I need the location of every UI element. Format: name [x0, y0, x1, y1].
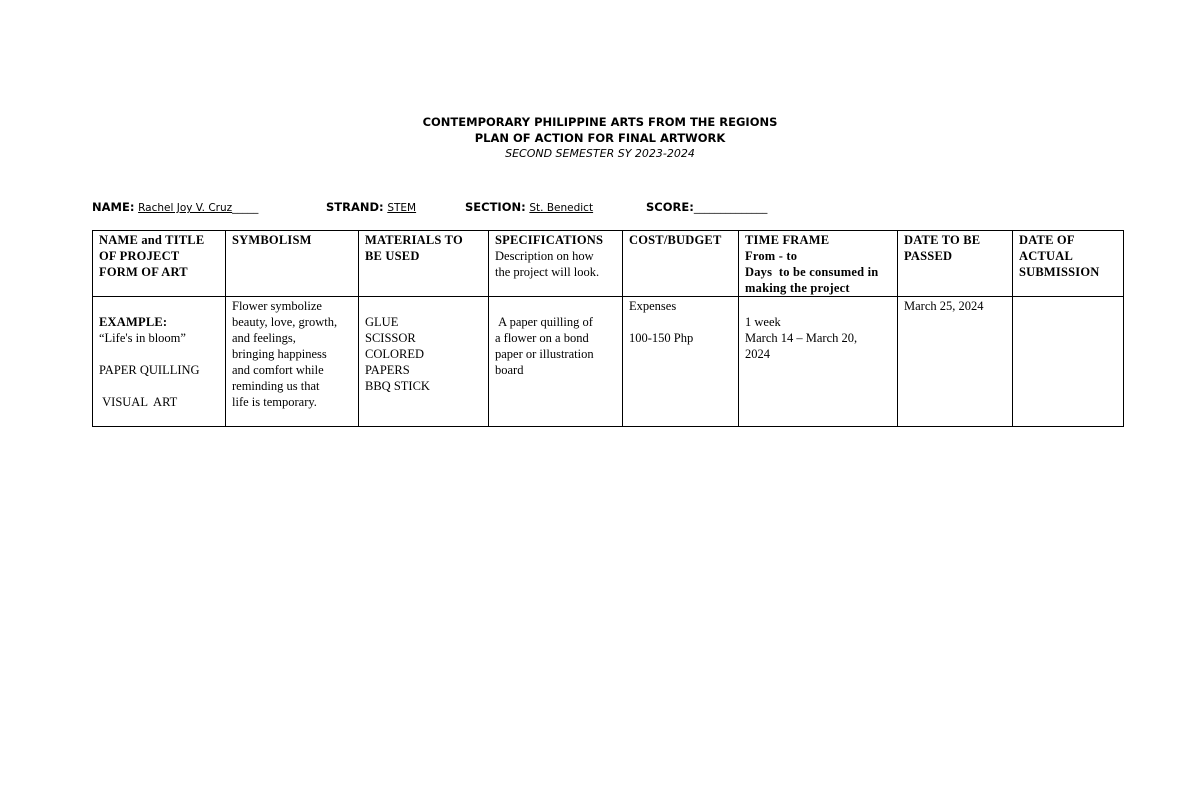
table-row	[93, 297, 1124, 427]
student-info-row	[92, 200, 1132, 218]
cell-specifications: A paper quilling of a flower on a bond paper or illustration board	[489, 297, 623, 427]
document-title: CONTEMPORARY PHILIPPINE ARTS FROM THE REGIONS	[422, 115, 778, 129]
header-time-frame: TIME FRAME From - to Days to be consumed in making the project	[739, 231, 898, 297]
strand-value: STEM	[387, 202, 417, 214]
cell-time-frame: 1 week March 14 – March 20, 2024	[739, 297, 898, 427]
table-header-row	[93, 231, 1124, 297]
cell-materials: GLUE SCISSOR COLORED PAPERS BBQ STICK	[359, 297, 489, 427]
cell-date-actual	[1013, 297, 1124, 427]
name-blank: _____	[232, 202, 259, 214]
name-label: NAME:	[92, 200, 135, 214]
cell-name-title: EXAMPLE: “Life's in bloom” PAPER QUILLING VISUAL ART	[93, 297, 226, 427]
header-specifications: SPECIFICATIONS Description on how the project will look.	[489, 231, 623, 297]
name-value: Rachel Joy V. Cruz	[138, 202, 233, 214]
section-label: SECTION:	[465, 200, 526, 214]
score-field	[646, 200, 767, 214]
header-symbolism: SYMBOLISM	[226, 231, 359, 297]
section-field	[465, 200, 593, 214]
section-value: St. Benedict	[529, 202, 594, 214]
cell-symbolism: Flower symbolize beauty, love, growth, and feelings, bringing happiness and comfort while reminding us that life is temporary.	[226, 297, 359, 427]
header-date-passed: DATE TO BE PASSED	[898, 231, 1013, 297]
cell-cost-budget: Expenses 100-150 Php	[623, 297, 739, 427]
strand-field	[326, 200, 416, 214]
document-subtitle: PLAN OF ACTION FOR FINAL ARTWORK	[474, 131, 726, 145]
header-cost-budget: COST/BUDGET	[623, 231, 739, 297]
header-materials: MATERIALS TO BE USED	[359, 231, 489, 297]
cell-date-passed: March 25, 2024	[898, 297, 1013, 427]
header-date-actual: DATE OF ACTUAL SUBMISSION	[1013, 231, 1124, 297]
name-field	[92, 200, 258, 214]
plan-of-action-table	[92, 230, 1124, 427]
strand-label: STRAND:	[326, 200, 384, 214]
header-name-title: NAME and TITLE OF PROJECT FORM OF ART	[93, 231, 226, 297]
score-blank: ______________	[693, 202, 768, 214]
document-header	[0, 114, 1200, 162]
semester-line: SECOND SEMESTER SY 2023-2024	[505, 147, 695, 160]
score-label: SCORE:	[646, 200, 694, 214]
